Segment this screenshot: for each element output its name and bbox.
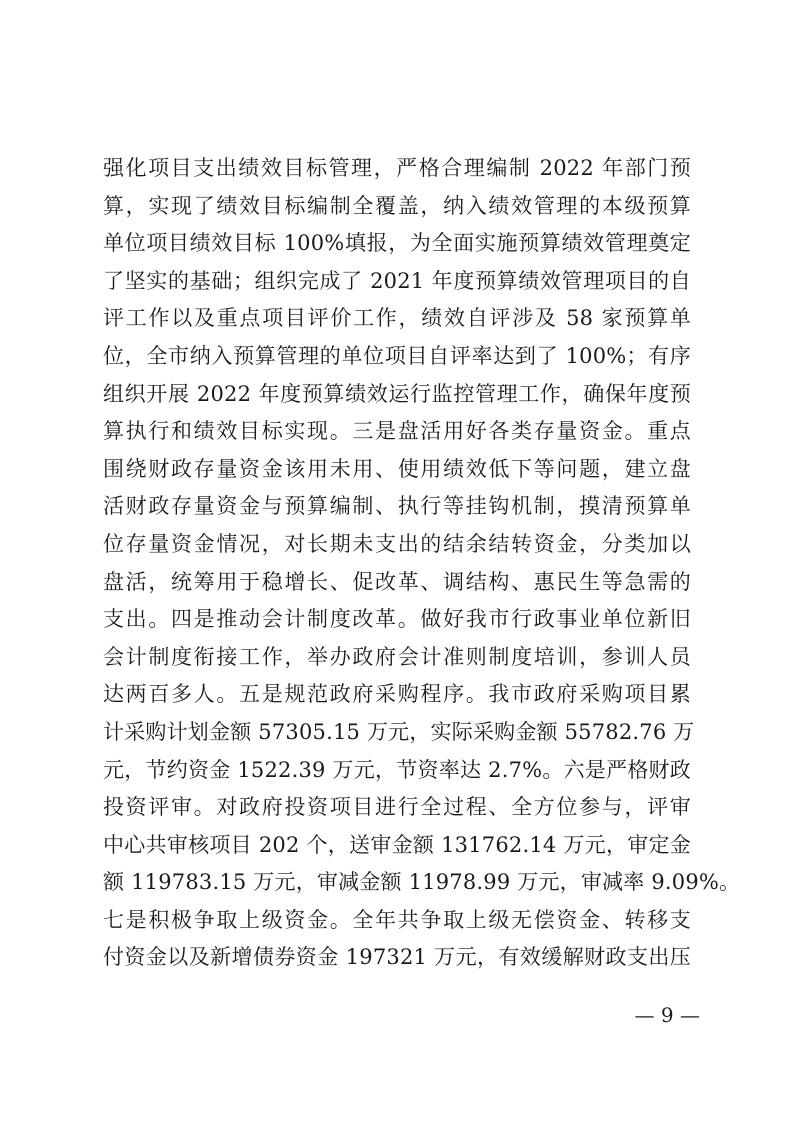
text-line-17: 元，节约资金 1522.39 万元，节资率达 2.7%。六是严格财政 <box>103 757 691 782</box>
text-line-5: 评工作以及重点项目评价工作，绩效自评涉及 58 家预算单 <box>103 306 691 331</box>
text-line-20: 额 119783.15 万元，审减金额 11978.99 万元，审减率 9.09%。 <box>103 870 741 895</box>
text-line-2: 算，实现了绩效目标编制全覆盖，纳入绩效管理的本级预算 <box>103 193 691 218</box>
text-line-13: 支出。四是推动会计制度改革。做好我市行政事业单位新旧 <box>103 607 691 632</box>
text-line-10: 活财政存量资金与预算编制、执行等挂钩机制，摸清预算单 <box>103 494 691 519</box>
text-line-19: 中心共审核项目 202 个，送审金额 131762.14 万元，审定金 <box>103 832 691 857</box>
text-line-12: 盘活，统筹用于稳增长、促改革、调结构、惠民生等急需的 <box>103 569 691 594</box>
text-line-9: 围绕财政存量资金该用未用、使用绩效低下等问题，建立盘 <box>103 456 691 481</box>
body-text <box>103 150 741 977</box>
text-line-16: 计采购计划金额 57305.15 万元，实际采购金额 55782.76 万 <box>103 719 695 744</box>
text-line-8: 算执行和绩效目标实现。三是盘活用好各类存量资金。重点 <box>103 419 691 444</box>
text-line-11: 位存量资金情况，对长期未支出的结余结转资金，分类加以 <box>103 531 691 556</box>
text-line-4: 了坚实的基础；组织完成了 2021 年度预算绩效管理项目的自 <box>103 268 691 293</box>
text-line-15: 达两百多人。五是规范政府采购程序。我市政府采购项目累 <box>103 682 691 707</box>
text-line-22: 付资金以及新增债券资金 197321 万元，有效缓解财政支出压 <box>103 945 691 970</box>
text-line-21: 七是积极争取上级资金。全年共争取上级无偿资金、转移支 <box>103 907 691 932</box>
text-line-3: 单位项目绩效目标 100%填报，为全面实施预算绩效管理奠定 <box>103 231 691 256</box>
text-line-6: 位，全市纳入预算管理的单位项目自评率达到了 100%；有序 <box>103 343 691 368</box>
text-line-1: 强化项目支出绩效目标管理，严格合理编制 2022 年部门预 <box>103 156 691 180</box>
page-number: — 9 — <box>634 1003 700 1027</box>
text-line-7: 组织开展 2022 年度预算绩效运行监控管理工作，确保年度预 <box>103 381 691 406</box>
text-line-18: 投资评审。对政府投资项目进行全过程、全方位参与，评审 <box>103 795 691 820</box>
text-line-14: 会计制度衔接工作，举办政府会计准则制度培训，参训人员 <box>103 644 691 669</box>
